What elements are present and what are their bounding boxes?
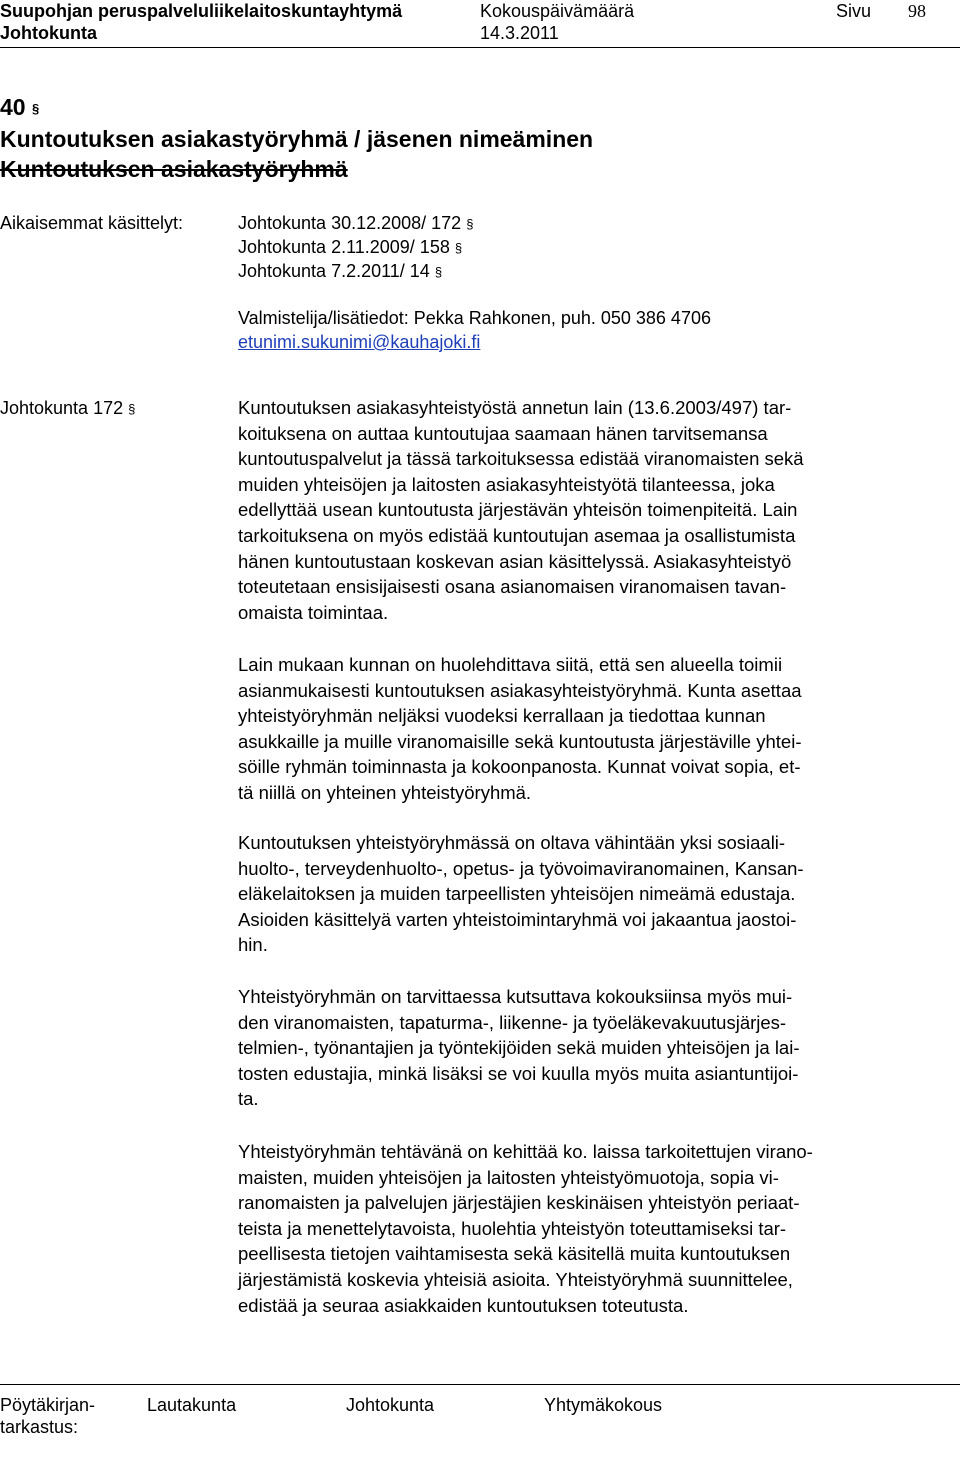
history-label: Aikaisemmat käsittelyt: [0, 213, 184, 233]
footer-joint-meeting: Yhtymäkokous [544, 1395, 663, 1415]
section-title: Kuntoutuksen asiakastyöryhmä / jäsenen nimeäminen [0, 126, 594, 152]
paragraph-5: Yhteistyöryhmän tehtävänä on kehittää ko. laissa tarkoitettujen virano- maisten, muiden yhteisöjen ja laitosten yhteistyömuotoja, sopia vi- ranomaisten ja palvelujen järjestäjien keskinäisen yhteistyön periaat- teista ja menettelytavoista, huolehtia yhteistyön toteuttamiseksi tar- peellisesta tietojen vaihtamisesta sekä käsitellä muita kuntoutuksen järjestämistä koskevia yhteisiä asioita. Yhteistyöryhmä suunnittelee, edistää ja seuraa asiakkaiden kuntoutuksen toteutusta. [238, 1141, 813, 1316]
footer-executive-board: Johtokunta [346, 1395, 435, 1415]
footer-rule [0, 1384, 960, 1385]
section-number-line [0, 92, 39, 124]
footer-review-label: Pöytäkirjan- tarkastus: [0, 1395, 96, 1437]
preparer-info: Valmistelija/lisätiedot: Pekka Rahkonen, puh. 050 386 4706 [238, 308, 711, 328]
preparer-email-link[interactable]: etunimi.sukunimi@kauhajoki.fi [238, 332, 481, 352]
header-rule [0, 47, 960, 48]
section-mark-icon: § [31, 100, 40, 116]
section-subtitle: Kuntoutuksen asiakastyöryhmä [0, 156, 348, 182]
section-mark-icon: § [128, 401, 136, 417]
page-number: 98 [908, 1, 926, 21]
section-mark-icon: § [454, 240, 463, 256]
paragraph-3: Kuntoutuksen yhteistyöryhmässä on oltava vähintään yksi sosiaali- huolto-, terveydenhuolto-, opetus- ja työvoimaviranomainen, Kansan- eläkelaitoksen ja muiden tarpeellisten yhteisöjen nimeämä edustaja. Asioiden käsittelyä varten yhteistoimintaryhmä voi jakaantua jaostoi- hin. [238, 832, 804, 956]
footer-board: Lautakunta [147, 1395, 237, 1415]
section-mark-icon: § [434, 264, 443, 280]
section-number: 40 [0, 94, 26, 120]
paragraph-2: Lain mukaan kunnan on huolehdittava siitä, että sen alueella toimii asianmukaisesti kuntoutuksen asiakasyhteistyöryhmä. Kunta asettaa yhteistyöryhmän neljäksi vuodeksi kerrallaan ja tiedottaa kunnan asukkaille ja muille viranomaisille sekä kuntoutusta järjestäville yhtei- söille ryhmän toiminnasta ja kokoonpanosta. Kunnat voivat sopia, et- tä niillä on yhteinen yhteistyöryhmä. [238, 654, 802, 803]
history-item: Johtokunta 30.12.2008/ 172 § [238, 213, 474, 233]
organization-name: Suupohjan peruspalveluliikelaitoskuntayhtymä [0, 1, 403, 21]
body-name: Johtokunta [0, 23, 97, 43]
meeting-date-label: Kokouspäivämäärä [480, 1, 635, 21]
history-item: Johtokunta 7.2.2011/ 14 § [238, 261, 443, 281]
decision-label: Johtokunta 172 § [0, 398, 136, 418]
meeting-date: 14.3.2011 [480, 23, 559, 43]
history-item: Johtokunta 2.11.2009/ 158 § [238, 237, 463, 257]
section-mark-icon: § [466, 216, 474, 232]
page-label: Sivu [836, 1, 872, 21]
paragraph-1: Kuntoutuksen asiakasyhteistyöstä annetun lain (13.6.2003/497) tar- koituksena on auttaa kuntoutujaa saamaan hänen tarvitsemansa kuntoutuspalvelut ja tässä tarkoituksessa edistää viranomaisten sekä muiden yhteisöjen ja laitosten asiakasyhteistyötä tilanteessa, joka edellyttää usean kuntoutusta järjestävän yhteisön toimenpiteitä. Lain tarkoituksena on myös edistää kuntoutujan asemaa ja osallistumista hänen kuntoutustaan koskevan asian käsittelyssä. Asiakasyhteistyö toteutetaan ensisijaisesti osana asianomaisen viranomaisen tavan- omaista toimintaa. [238, 397, 804, 623]
paragraph-4: Yhteistyöryhmän on tarvittaessa kutsuttava kokouksiinsa myös mui- den viranomaisten, tapaturma-, liikenne- ja työeläkevakuutusjärjes- telmien-, työnantajien ja työntekijöiden sekä muiden yhteisöjen ja lai- tosten edustajia, minkä lisäksi se voi kuulla myös muita asiantuntijoi- ta. [238, 986, 800, 1110]
